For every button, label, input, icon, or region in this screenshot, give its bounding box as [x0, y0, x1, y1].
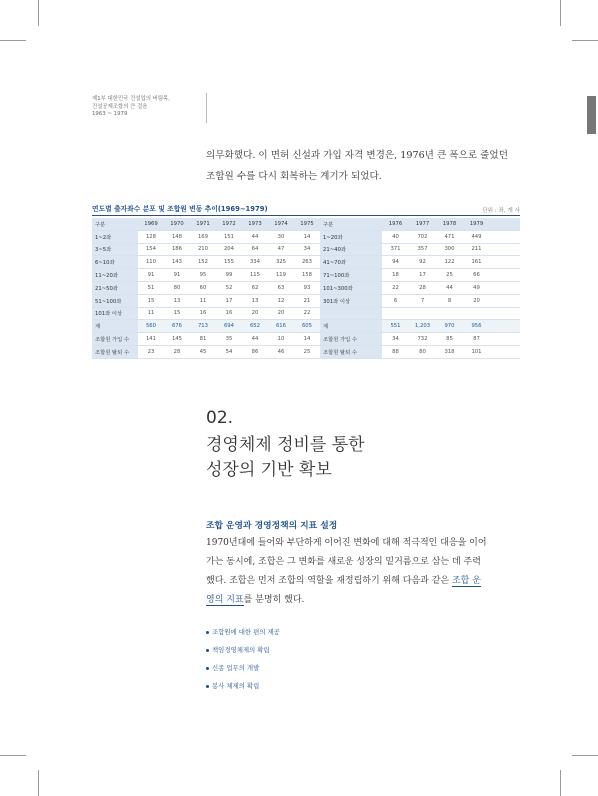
stats-table: [92, 218, 520, 359]
crop-mark: [560, 770, 561, 796]
table-cell: 54: [216, 345, 242, 358]
table-header-cell: 구분: [320, 218, 382, 230]
running-head-line: 제1부 대한민국 건설업의 버팀목,: [92, 96, 170, 102]
table-header-cell: 1979: [463, 218, 490, 230]
table-header-cell: [490, 218, 520, 230]
body-line: 1970년대에 들어와 부단하게 이어진 변화에 대해 적극적인 대응을 이어: [206, 538, 487, 548]
table-cell: 145: [164, 333, 190, 346]
table-cell: 471: [436, 230, 463, 243]
crop-mark: [0, 40, 26, 41]
table-cell: 357: [409, 243, 436, 256]
table-cell: [436, 307, 463, 320]
row-label: [320, 307, 382, 320]
table-cell: 14: [294, 230, 320, 243]
list-item-text: 조합원에 대한 편의 제공: [212, 628, 280, 636]
list-item: [206, 641, 280, 659]
table-cell: 25: [294, 345, 320, 358]
table-cell: 155: [216, 256, 242, 269]
row-label: 계: [92, 320, 138, 333]
body-paragraph: [206, 534, 516, 610]
row-label: 21~40좌: [320, 243, 382, 256]
table-cell: [490, 243, 520, 256]
bullet-dot-icon: [206, 649, 209, 652]
body-line: [206, 591, 516, 610]
table-header-cell: 1969: [138, 218, 164, 230]
table-row: [92, 320, 520, 333]
table-title: 연도별 출자좌수 분포 및 조합원 변동 추이(1969~1979): [92, 205, 268, 213]
table-cell: 732: [409, 333, 436, 346]
row-label: 계: [320, 320, 382, 333]
table-cell: 449: [463, 230, 490, 243]
crop-mark: [38, 0, 39, 26]
table-header-cell: 1973: [242, 218, 268, 230]
list-item: [206, 659, 280, 677]
table-row: [92, 307, 520, 320]
table-cell: 616: [268, 320, 294, 333]
table-cell: [490, 320, 520, 333]
table-cell: 40: [382, 230, 409, 243]
bullet-dot-icon: [206, 685, 209, 688]
section-title-line: 경영체제 정비를 통한: [206, 435, 365, 455]
crop-mark: [38, 770, 39, 796]
intro-line: 의무화했다. 이 면허 신설과 가입 자격 변경은, 1976년 큰 폭으로 줄었던: [206, 150, 508, 161]
table-cell: 154: [138, 243, 164, 256]
table-cell: 45: [190, 345, 216, 358]
table-cell: 15: [164, 307, 190, 320]
table-cell: [490, 307, 520, 320]
table-cell: 551: [382, 320, 409, 333]
table-row: [92, 269, 520, 282]
table-cell: 18: [382, 269, 409, 282]
table-cell: 122: [436, 256, 463, 269]
table-cell: 186: [164, 243, 190, 256]
table-cell: 158: [294, 269, 320, 282]
section-title: [206, 433, 365, 483]
table-cell: 211: [463, 243, 490, 256]
running-head-line: 건설공제조합의 큰 걸음: [92, 103, 148, 110]
table-cell: 95: [190, 269, 216, 282]
table-cell: [490, 345, 520, 358]
row-label: 101좌 이상: [92, 307, 138, 320]
table-cell: 970: [436, 320, 463, 333]
table-cell: 23: [138, 345, 164, 358]
table-cell: 110: [138, 256, 164, 269]
table-cell: 325: [268, 256, 294, 269]
table-cell: 63: [268, 281, 294, 294]
row-label: 51~100좌: [92, 294, 138, 307]
table-cell: [409, 307, 436, 320]
table-header-cell: 1970: [164, 218, 190, 230]
row-label: 조합원 탈퇴 수: [320, 345, 382, 358]
table-cell: 94: [382, 256, 409, 269]
table-cell: 371: [382, 243, 409, 256]
table-cell: 334: [242, 256, 268, 269]
row-label: 조합원 가입 수: [92, 333, 138, 346]
table-cell: 92: [409, 256, 436, 269]
body-line: 가는 동시에, 조합은 그 변화를 새로운 성장의 밑거름으로 삼는 데 주력: [206, 557, 481, 567]
table-header-cell: 1971: [190, 218, 216, 230]
table-cell: 13: [164, 294, 190, 307]
body-line: [206, 572, 516, 591]
table-cell: 10: [268, 333, 294, 346]
table-cell: 16: [216, 307, 242, 320]
table-cell: 17: [409, 269, 436, 282]
table-cell: 30: [268, 230, 294, 243]
table-cell: 14: [294, 333, 320, 346]
list-item: [206, 623, 280, 641]
table-cell: 66: [463, 269, 490, 282]
table-cell: 148: [164, 230, 190, 243]
table-cell: 169: [190, 230, 216, 243]
table-cell: 956: [463, 320, 490, 333]
table-row: [92, 294, 520, 307]
table-header-cell: 구분: [92, 218, 138, 230]
highlighted-term: 영의 지표: [206, 595, 244, 605]
list-item: [206, 677, 280, 695]
table-cell: 87: [463, 333, 490, 346]
table-cell: 605: [294, 320, 320, 333]
table-unit: 단위 : 좌, 개 사: [482, 208, 520, 214]
table-cell: 702: [409, 230, 436, 243]
row-label: 1~2좌: [92, 230, 138, 243]
table-row: [92, 256, 520, 269]
row-label: 6~10좌: [92, 256, 138, 269]
table-cell: 51: [138, 281, 164, 294]
table-header-cell: 1978: [436, 218, 463, 230]
table-cell: [382, 307, 409, 320]
table-cell: 44: [242, 230, 268, 243]
intro-line: 조합원 수를 다시 회복하는 계기가 되었다.: [206, 171, 382, 182]
table-cell: 91: [138, 269, 164, 282]
row-label: 1~20좌: [320, 230, 382, 243]
table-cell: 20: [463, 294, 490, 307]
table-cell: 318: [436, 345, 463, 358]
row-label: 71~100좌: [320, 269, 382, 282]
table-row: [92, 345, 520, 358]
table-header-cell: 1974: [268, 218, 294, 230]
list-item-text: 신종 업무의 개발: [212, 664, 260, 672]
table-cell: 141: [138, 333, 164, 346]
table-cell: 694: [216, 320, 242, 333]
table-cell: 161: [463, 256, 490, 269]
row-label: 41~70좌: [320, 256, 382, 269]
table-header-cell: 1975: [294, 218, 320, 230]
table-cell: 119: [268, 269, 294, 282]
row-label: 조합원 가입 수: [320, 333, 382, 346]
table-cell: 49: [463, 281, 490, 294]
row-label: 조합원 탈퇴 수: [92, 345, 138, 358]
row-label: 301좌 이상: [320, 294, 382, 307]
table-cell: 99: [216, 269, 242, 282]
table-row: [92, 333, 520, 346]
crop-mark: [0, 755, 26, 756]
table-cell: 12: [268, 294, 294, 307]
table-cell: 6: [382, 294, 409, 307]
list-item-text: 책임경영체제의 확립: [212, 646, 270, 654]
row-label: 3~5좌: [92, 243, 138, 256]
table-cell: 1,203: [409, 320, 436, 333]
table-row: [92, 281, 520, 294]
table-cell: 676: [164, 320, 190, 333]
row-label: 21~50좌: [92, 281, 138, 294]
table-cell: 115: [242, 269, 268, 282]
table-cell: 20: [268, 307, 294, 320]
row-label: 101~300좌: [320, 281, 382, 294]
table-cell: 7: [409, 294, 436, 307]
table-cell: 64: [242, 243, 268, 256]
table-cell: 20: [242, 307, 268, 320]
body-text-span: 했다. 조합은 먼저 조합의 역할을 재정립하기 위해 다음과 같은: [206, 576, 452, 586]
table-cell: [490, 269, 520, 282]
table-cell: 8: [436, 294, 463, 307]
table-header-cell: 1977: [409, 218, 436, 230]
table-row: [92, 230, 520, 243]
table-cell: 300: [436, 243, 463, 256]
table-cell: [490, 294, 520, 307]
table-cell: 11: [190, 294, 216, 307]
indicator-list: [206, 623, 280, 695]
intro-paragraph: [206, 145, 516, 187]
bullet-dot-icon: [206, 631, 209, 634]
table-cell: 86: [242, 345, 268, 358]
table-cell: 152: [190, 256, 216, 269]
table-cell: 34: [382, 333, 409, 346]
table-cell: 81: [190, 333, 216, 346]
table-cell: [463, 307, 490, 320]
table-cell: 101: [463, 345, 490, 358]
table-cell: 15: [138, 294, 164, 307]
row-label: 11~20좌: [92, 269, 138, 282]
table-cell: 652: [242, 320, 268, 333]
table-header-row: [92, 218, 520, 230]
running-head-line: 1963 ~ 1979: [92, 111, 128, 118]
table-cell: 25: [436, 269, 463, 282]
table-cell: 22: [382, 281, 409, 294]
table-cell: 62: [242, 281, 268, 294]
section-number: 02.: [206, 408, 234, 428]
table-cell: 85: [436, 333, 463, 346]
list-item-text: 봉사 체제의 확립: [212, 682, 260, 690]
table-cell: 91: [164, 269, 190, 282]
table-cell: 44: [242, 333, 268, 346]
body-text-span: 를 분명히 했다.: [243, 595, 305, 605]
table-cell: 60: [190, 281, 216, 294]
table-cell: 263: [294, 256, 320, 269]
table-cell: 560: [138, 320, 164, 333]
table-cell: 204: [216, 243, 242, 256]
table-cell: 46: [268, 345, 294, 358]
table-cell: 28: [164, 345, 190, 358]
table-cell: 44: [436, 281, 463, 294]
section-title-line: 성장의 기반 확보: [206, 460, 332, 480]
table-cell: 47: [268, 243, 294, 256]
table-cell: 88: [382, 345, 409, 358]
table-cell: 713: [190, 320, 216, 333]
table-cell: 17: [216, 294, 242, 307]
highlighted-term: 조합 운: [451, 576, 481, 586]
table-cell: 143: [164, 256, 190, 269]
chapter-tab-marker: [587, 96, 596, 134]
crop-mark: [572, 755, 598, 756]
table-cell: 16: [190, 307, 216, 320]
bullet-dot-icon: [206, 667, 209, 670]
table-cell: [490, 333, 520, 346]
table-top-rule: [92, 215, 520, 216]
table-cell: 22: [294, 307, 320, 320]
table-cell: 93: [294, 281, 320, 294]
table-cell: 128: [138, 230, 164, 243]
crop-mark: [560, 0, 561, 26]
table-cell: [490, 281, 520, 294]
table-row: [92, 243, 520, 256]
subsection-title: 조합 운영과 경영정책의 지표 설정: [206, 521, 338, 531]
table-cell: 34: [294, 243, 320, 256]
crop-mark: [572, 40, 598, 41]
running-head: [92, 96, 170, 119]
table-cell: 80: [409, 345, 436, 358]
table-cell: 21: [294, 294, 320, 307]
table-cell: 13: [242, 294, 268, 307]
table-cell: 80: [164, 281, 190, 294]
table-body: [92, 230, 520, 358]
table-cell: 52: [216, 281, 242, 294]
table-cell: [490, 256, 520, 269]
table-header-cell: 1972: [216, 218, 242, 230]
table-cell: 11: [138, 307, 164, 320]
running-head-divider: [206, 93, 207, 123]
table-cell: 35: [216, 333, 242, 346]
table-header-cell: 1976: [382, 218, 409, 230]
table-cell: 28: [409, 281, 436, 294]
table-cell: 151: [216, 230, 242, 243]
table-cell: 210: [190, 243, 216, 256]
table-cell: [490, 230, 520, 243]
